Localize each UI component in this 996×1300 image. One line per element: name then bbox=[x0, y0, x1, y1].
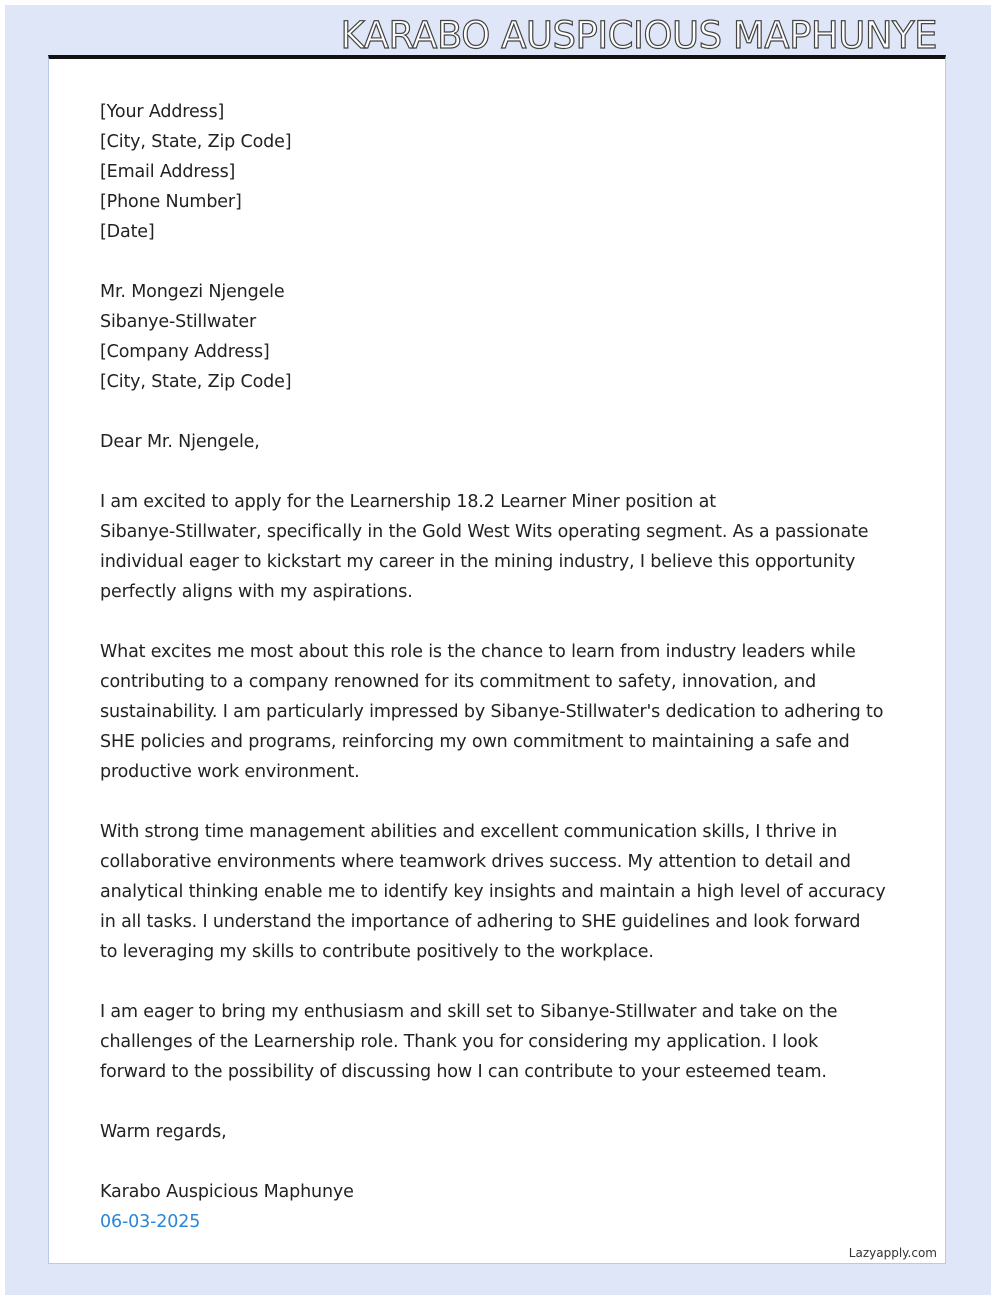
paragraph-line: Sibanye-Stillwater, specifically in the Gold West Wits operating segment. As a passionate bbox=[100, 522, 869, 542]
closing bbox=[100, 1117, 910, 1147]
paragraph-line: With strong time management abilities and excellent communication skills, I thrive in bbox=[100, 822, 838, 842]
paragraph-line: perfectly aligns with my aspirations. bbox=[100, 582, 413, 602]
paragraph-3 bbox=[100, 817, 910, 967]
recipient-block bbox=[100, 277, 910, 397]
recipient-address: [Company Address] bbox=[100, 342, 270, 362]
paragraph-line: individual eager to kickstart my career in the mining industry, I believe this opportunity bbox=[100, 552, 856, 572]
paragraph-line: productive work environment. bbox=[100, 762, 360, 782]
paragraph-line: analytical thinking enable me to identify key insights and maintain a high level of accuracy bbox=[100, 882, 886, 902]
signed-date: 06-03-2025 bbox=[100, 1212, 201, 1232]
footer-brand-text: Lazyapply.com bbox=[848, 1246, 937, 1260]
paragraph-4 bbox=[100, 997, 910, 1087]
recipient-city-state-zip: [City, State, Zip Code] bbox=[100, 372, 292, 392]
paragraph-line: I am excited to apply for the Learnership 18.2 Learner Miner position at bbox=[100, 492, 716, 512]
paragraph-line: collaborative environments where teamwork drives success. My attention to detail and bbox=[100, 852, 851, 872]
cover-letter-body bbox=[100, 97, 910, 1237]
salutation-text: Dear Mr. Njengele, bbox=[100, 432, 260, 452]
sender-phone: [Phone Number] bbox=[100, 192, 242, 212]
paragraph-2 bbox=[100, 637, 910, 787]
paragraph-line: SHE policies and programs, reinforcing my own commitment to maintaining a safe and bbox=[100, 732, 850, 752]
paragraph-line: I am eager to bring my enthusiasm and skill set to Sibanye-Stillwater and take on the bbox=[100, 1002, 838, 1022]
paragraph-line: forward to the possibility of discussing how I can contribute to your esteemed team. bbox=[100, 1062, 827, 1082]
signature-name: Karabo Auspicious Maphunye bbox=[100, 1182, 354, 1202]
paragraph-line: in all tasks. I understand the importance of adhering to SHE guidelines and look forward bbox=[100, 912, 861, 932]
paragraph-line: sustainability. I am particularly impressed by Sibanye-Stillwater's dedication to adhering to bbox=[100, 702, 884, 722]
recipient-name: Mr. Mongezi Njengele bbox=[100, 282, 285, 302]
sender-address: [Your Address] bbox=[100, 102, 225, 122]
sender-email: [Email Address] bbox=[100, 162, 236, 182]
paragraph-line: to leveraging my skills to contribute positively to the workplace. bbox=[100, 942, 654, 962]
paragraph-line: challenges of the Learnership role. Thank you for considering my application. I look bbox=[100, 1032, 819, 1052]
salutation bbox=[100, 427, 910, 457]
sender-date: [Date] bbox=[100, 222, 155, 242]
closing-text: Warm regards, bbox=[100, 1122, 227, 1142]
sender-city-state-zip: [City, State, Zip Code] bbox=[100, 132, 292, 152]
paragraph-line: What excites me most about this role is the chance to learn from industry leaders while bbox=[100, 642, 856, 662]
paragraph-1 bbox=[100, 487, 910, 607]
signature-block bbox=[100, 1177, 910, 1237]
applicant-name-heading: KARABO AUSPICIOUS MAPHUNYE bbox=[340, 14, 937, 57]
sender-block bbox=[100, 97, 910, 247]
paragraph-line: contributing to a company renowned for its commitment to safety, innovation, and bbox=[100, 672, 817, 692]
recipient-company: Sibanye-Stillwater bbox=[100, 312, 257, 332]
